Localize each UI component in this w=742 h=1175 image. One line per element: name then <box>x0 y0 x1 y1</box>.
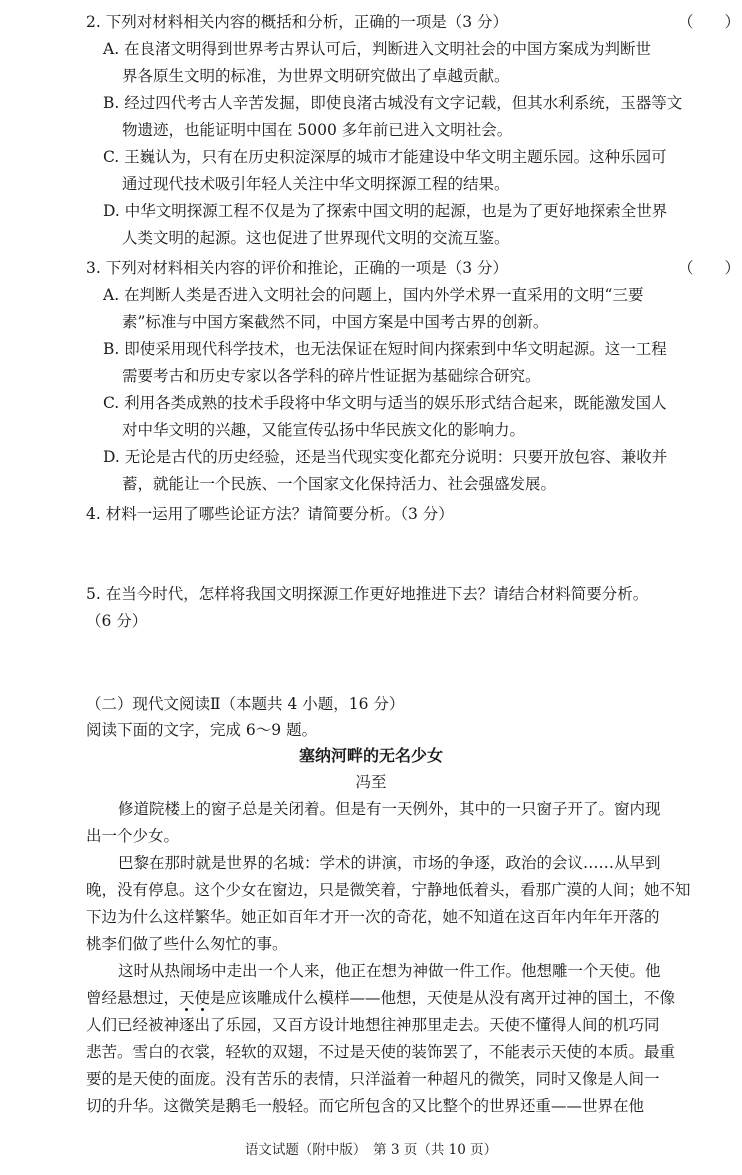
question-3-option-c: C. 利用各类成熟的技术手段将中华文明与适当的娱乐形式结合起来，既能激发国人 <box>103 394 667 412</box>
article-paragraph-3: 这时从热闹场中走出一个人来，他正在想为神做一件工作。他想雕一个天使。他 <box>118 962 661 980</box>
question-2-option-c: C. 王巍认为，只有在历史积淀深厚的城市才能建设中华文明主题乐园。这种乐园可 <box>103 148 667 166</box>
text-segment: 曾经悬想过， <box>86 989 180 1007</box>
article-paragraph-1: 修道院楼上的窗子总是关闭着。但是有一天例外，其中的一只窗子开了。窗内现 <box>118 800 661 818</box>
article-title: 塞纳河畔的无名少女 <box>298 746 443 765</box>
question-2-stem: 2. 下列对材料相关内容的概括和分析，正确的一项是（3 分） <box>86 13 509 31</box>
question-3-option-a: A. 在判断人类是否进入文明社会的问题上，国内外学术界一直采用的文明“三要 <box>103 286 644 304</box>
question-4: 4. 材料一运用了哪些论证方法？请简要分析。（3 分） <box>86 505 454 523</box>
question-2-option-b-cont: 物遗迹，也能证明中国在 5000 多年前已进入文明社会。 <box>122 121 513 139</box>
section-heading: （二）现代文阅读Ⅱ（本题共 4 小题，16 分） <box>86 695 405 713</box>
article-paragraph-3-line-4: 悲苦。雪白的衣裳，轻软的双翅，不过是天使的装饰罢了，不能表示天使的本质。最重 <box>86 1043 676 1061</box>
question-3-option-a-cont: 素”标准与中国方案截然不同，中国方案是中国考古界的创新。 <box>122 313 549 331</box>
article-paragraph-1-cont: 出一个少女。 <box>86 827 180 845</box>
question-2-option-d-cont: 人类文明的起源。这也促进了世界现代文明的交流互鉴。 <box>122 229 510 247</box>
question-5-cont: （6 分） <box>86 612 148 630</box>
question-2-option-a-cont: 界各原生文明的标准，为世界文明研究做出了卓越贡献。 <box>122 67 510 85</box>
article-paragraph-3-line-3: 人们已经被神逐出了乐园，又百方设计地想往神那里走去。天使不懂得人间的机巧同 <box>86 1016 660 1034</box>
question-2-option-b: B. 经过四代考古人辛苦发掘，即使良渚古城没有文字记载，但其水利系统，玉器等文 <box>103 94 683 112</box>
question-3-option-c-cont: 对中华文明的兴趣，又能宣传弘扬中华民族文化的影响力。 <box>122 421 526 439</box>
question-2-answer-blank: （ ） <box>678 13 741 31</box>
article-paragraph-2-line-2: 晚，没有停息。这个少女在窗边，只是微笑着，宁静地低着头，看那广漠的人间；她不知 <box>86 881 691 899</box>
question-2-option-d: D. 中华文明探源工程不仅是为了探索中国文明的起源，也是为了更好地探索全世界 <box>103 202 668 220</box>
article-paragraph-2-line-4: 桃李们做了些什么匆忙的事。 <box>86 935 288 953</box>
question-5: 5. 在当今时代，怎样将我国文明探源工作更好地推进下去？请结合材料简要分析。 <box>86 585 649 603</box>
question-3-stem: 3. 下列对材料相关内容的评价和推论，正确的一项是（3 分） <box>86 259 509 277</box>
question-3-option-d: D. 无论是古代的历史经验，还是当代现实变化都充分说明：只要开放包容、兼收并 <box>103 448 668 466</box>
text-segment: 是应该雕成什么模样——他想，天使是从没有离开过神的国土，不像 <box>210 989 676 1007</box>
question-3-answer-blank: （ ） <box>678 259 741 277</box>
dotted-emphasis-word <box>179 989 210 1007</box>
emphasis-char: 使 <box>194 989 211 1007</box>
question-3-option-b: B. 即使采用现代科学技术，也无法保证在短时间内探索到中华文明起源。这一工程 <box>103 340 667 358</box>
article-paragraph-2: 巴黎在那时就是世界的名城：学术的讲演，市场的争逐，政治的会议……从早到 <box>118 854 661 872</box>
question-2-option-a: A. 在良渚文明得到世界考古界认可后，判断进入文明社会的中国方案成为判断世 <box>103 40 652 58</box>
page-footer: 语文试题（附中版） 第 3 页（共 10 页） <box>244 1142 498 1158</box>
emphasis-char: 天 <box>179 989 195 1007</box>
article-paragraph-3-line-5: 要的是天使的面庞。没有苦乐的表情，只洋溢着一种超凡的微笑，同时又像是人间一 <box>86 1070 660 1088</box>
article-paragraph-3-line-2 <box>86 988 675 1010</box>
article-author: 冯至 <box>355 773 387 791</box>
section-instruction: 阅读下面的文字，完成 6～9 题。 <box>86 721 318 739</box>
article-paragraph-2-line-3: 下边为什么这样繁华。她正如百年才开一次的奇花，她不知道在这百年内年年开落的 <box>86 908 660 926</box>
question-3-option-b-cont: 需要考古和历史专家以各学科的碎片性证据为基础综合研究。 <box>122 367 541 385</box>
question-2-option-c-cont: 通过现代技术吸引年轻人关注中华文明探源工程的结果。 <box>122 175 510 193</box>
article-paragraph-3-line-6: 切的升华。这微笑是鹅毛一般轻。而它所包含的又比整个的世界还重——世界在他 <box>86 1097 645 1115</box>
question-3-option-d-cont: 蓄，就能让一个民族、一个国家文化保持活力、社会强盛发展。 <box>122 475 557 493</box>
